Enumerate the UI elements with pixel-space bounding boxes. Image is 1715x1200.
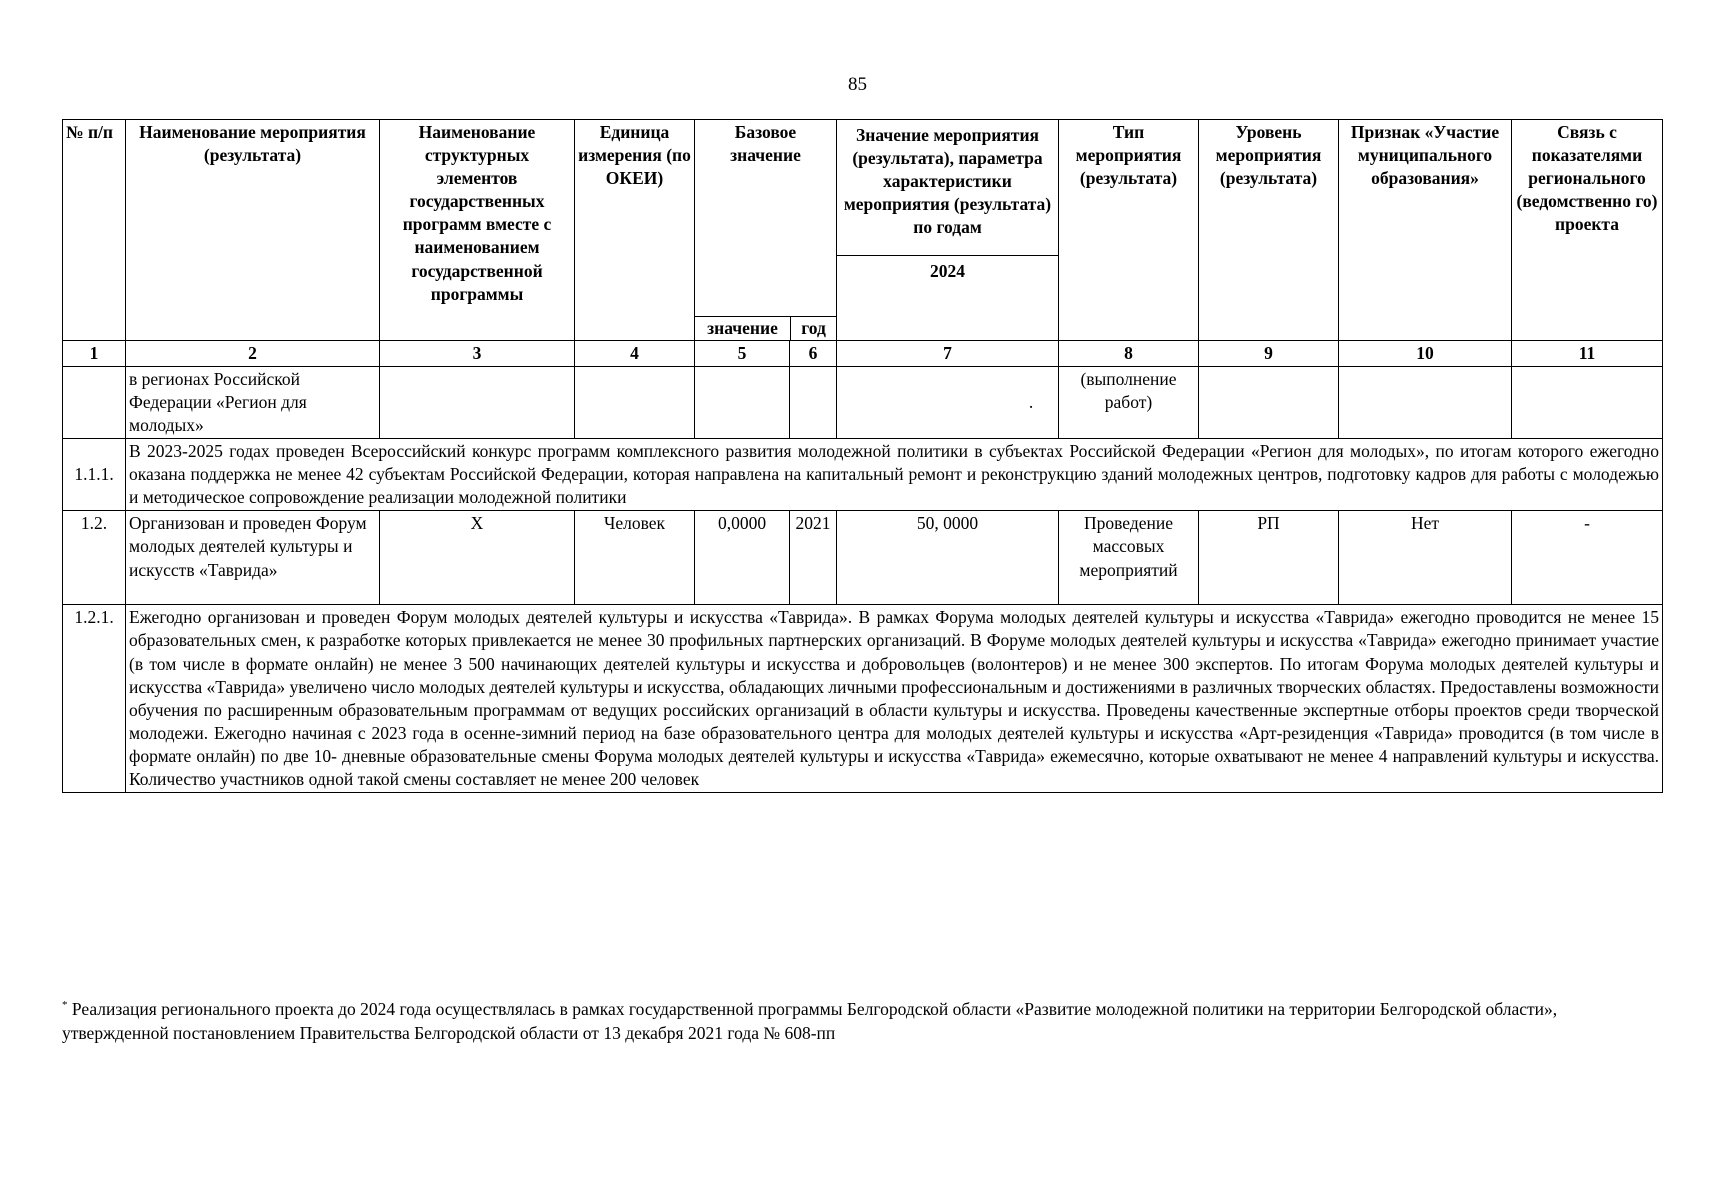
- header-col-number: № п/п: [63, 120, 126, 341]
- col-number-8: 8: [1059, 341, 1199, 367]
- cell-empty: [1199, 366, 1339, 438]
- header-col-type: Тип мероприятия (результата): [1059, 120, 1199, 341]
- row-type-cell: (выполнение работ): [1059, 366, 1199, 438]
- table-row: [63, 605, 1663, 793]
- cell-empty: [790, 366, 837, 438]
- header-col-unit: Единица измерения (по ОКЕИ): [575, 120, 695, 341]
- header-col-structural: Наименование структурных элементов государственных программ вместе с наименованием государственной программы: [380, 120, 575, 341]
- cell-empty: [575, 366, 695, 438]
- header-value-year: 2024: [930, 261, 965, 282]
- row-name-cell: в регионах Российской Федерации «Регион для молодых»: [126, 366, 380, 438]
- cell-empty: [1512, 366, 1663, 438]
- header-base-title: Базовое значение: [730, 122, 801, 166]
- header-col-municipal: Признак «Участие муниципального образования»: [1339, 120, 1512, 341]
- page-number: 85: [848, 74, 867, 95]
- col-number-10: 10: [1339, 341, 1512, 367]
- header-col-value: [837, 120, 1059, 341]
- row-base-year-cell: 2021: [790, 511, 837, 605]
- header-col-level: Уровень мероприятия (результата): [1199, 120, 1339, 341]
- col-number-5: 5: [695, 341, 790, 367]
- cell-empty: [695, 366, 790, 438]
- col-number-9: 9: [1199, 341, 1339, 367]
- footnote-mark: *: [62, 999, 68, 1012]
- header-base-year: год: [790, 317, 836, 340]
- table-row: [63, 439, 1663, 511]
- col-number-2: 2: [126, 341, 380, 367]
- row-unit-cell: Человек: [575, 511, 695, 605]
- cell-empty: [1339, 366, 1512, 438]
- row-value-cell: 50, 0000: [837, 511, 1059, 605]
- footnote: [62, 998, 1662, 1045]
- activities-table: [62, 119, 1663, 793]
- row-value-cell: .: [837, 366, 1059, 438]
- row-number-cell: 1.1.1.: [63, 439, 126, 511]
- row-municipal-cell: Нет: [1339, 511, 1512, 605]
- row-name-cell: Организован и проведен Форум молодых деятелей культуры и искусств «Таврида»: [126, 511, 380, 605]
- cell-empty: [63, 366, 126, 438]
- header-col-name: Наименование мероприятия (результата): [126, 120, 380, 341]
- col-number-1: 1: [63, 341, 126, 367]
- row-base-value-cell: 0,0000: [695, 511, 790, 605]
- row-level-cell: РП: [1199, 511, 1339, 605]
- col-number-4: 4: [575, 341, 695, 367]
- row-number-cell: 1.2.1.: [63, 605, 126, 793]
- row-link-cell: -: [1512, 511, 1663, 605]
- row-description-cell: Ежегодно организован и проведен Форум молодых деятелей культуры и искусства «Таврида». В рамках Форума молодых деятелей культуры и искусства «Таврида» ежегодно проводится не менее 15 образовательных смен, к разработке которых привлекается не менее 30 профильных партнерских организаций. В Форуме молодых деятелей культуры и искусства «Таврида» ежегодно принимает участие (в том числе в формате онлайн) не менее 3 500 начинающих деятелей культуры и искусства и добровольцев (волонтеров) и не менее 300 экспертов. По итогам Форума молодых деятелей культуры и искусства «Таврида» увеличено число молодых деятелей культуры и искусства, обладающих личными профессиональным и достижениями в различных творческих областях. Предоставлены возможности обучения по расширенным образовательным программам от ведущих российских организаций в области культуры и искусства. Проведены качественные экспертные отборы проектов среди творческой молодежи. Ежегодно начиная с 2023 года в осенне-зимний период на базе образовательного центра для молодых деятелей культуры и искусства «Арт-резиденция «Таврида» проводится (в том числе в формате онлайн) по две 10- дневные образовательные смены Форума молодых деятелей культуры и искусства «Таврида» ежемесячно, которые охватывают не менее 4 направлений культуры и искусства. Количество участников одной такой смены составляет не менее 200 человек: [126, 605, 1663, 793]
- col-number-7: 7: [837, 341, 1059, 367]
- table-row: [63, 511, 1663, 605]
- table-row: [63, 366, 1663, 438]
- header-col-link: Связь с показателями регионального (ведомственно го) проекта: [1512, 120, 1663, 341]
- col-number-6: 6: [790, 341, 837, 367]
- row-type-cell: Проведение массовых мероприятий: [1059, 511, 1199, 605]
- col-number-11: 11: [1512, 341, 1663, 367]
- header-col-base: [695, 120, 837, 341]
- row-description-cell: В 2023-2025 годах проведен Всероссийский конкурс программ комплексного развития молодежной политики в субъектах Российской Федерации «Регион для молодых», по итогам которого ежегодно оказана поддержка не менее 42 субъектам Российской Федерации, которая направлена на капитальный ремонт и реконструкцию зданий молодежных центров, подготовку кадров для работы с молодежью и методическое сопровождение реализации молодежной политики: [126, 439, 1663, 511]
- row-structural-cell: X: [380, 511, 575, 605]
- column-number-row: [63, 341, 1663, 367]
- header-base-value: значение: [707, 317, 778, 338]
- footnote-text: Реализация регионального проекта до 2024 года осуществлялась в рамках государственной программы Белгородской области «Развитие молодежной политики на территории Белгородской области», утвержденной постановлением Правительства Белгородской области от 13 декабря 2021 года № 608-пп: [62, 999, 1558, 1043]
- header-value-title: Значение мероприятия (результата), параметра характеристики мероприятия (результата) по годам: [837, 120, 1058, 256]
- row-number-cell: 1.2.: [63, 511, 126, 605]
- col-number-3: 3: [380, 341, 575, 367]
- cell-empty: [380, 366, 575, 438]
- table-header-row: [63, 120, 1663, 341]
